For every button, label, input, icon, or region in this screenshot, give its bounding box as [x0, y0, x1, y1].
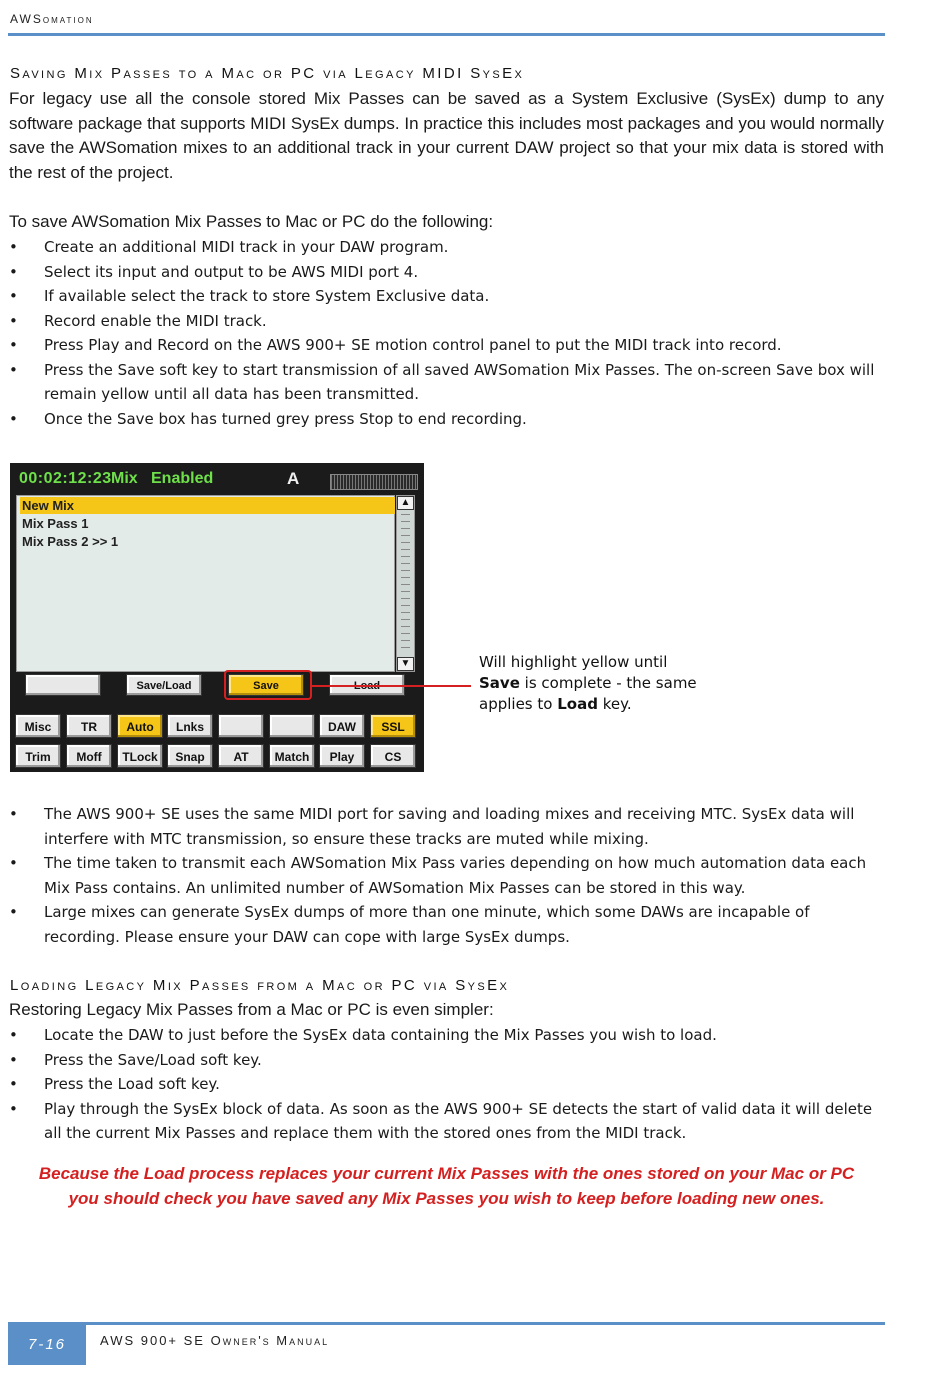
list-item[interactable]: Mix Pass 1 — [22, 516, 89, 531]
scroll-track — [401, 514, 410, 652]
cs-key[interactable]: CS — [370, 744, 416, 768]
snap-key[interactable]: Snap — [167, 744, 213, 768]
blank-softkey[interactable] — [25, 674, 101, 696]
steps-lead: To save AWSomation Mix Passes to Mac or PC do the following: — [9, 212, 494, 231]
section-title-loading: Loading Legacy Mix Passes from a Mac or PC via SysEx — [10, 977, 510, 994]
save-load-softkey[interactable]: Save/Load — [126, 674, 202, 696]
notes-list — [9, 802, 879, 949]
save-steps-list — [9, 235, 879, 431]
list-item: • Once the Save box has turned grey press Stop to end recording. — [9, 407, 879, 432]
status-bar — [19, 469, 411, 491]
lnks-key[interactable]: Lnks — [167, 714, 213, 738]
callout-line-3 — [479, 694, 719, 715]
tr-key[interactable]: TR — [66, 714, 112, 738]
mix-status: Mix Enabled — [111, 470, 214, 487]
callout-line-3-pre: applies to — [479, 695, 558, 713]
moff-key[interactable]: Moff — [66, 744, 112, 768]
header-rule — [8, 33, 885, 36]
at-key[interactable]: AT — [218, 744, 264, 768]
blank-key-1[interactable] — [218, 714, 264, 738]
list-item: • Select its input and output to be AWS MIDI port 4. — [9, 260, 879, 285]
warning-line-1: Because the Load process replaces your current Mix Passes with the ones stored on your Mac or PC — [38, 1164, 855, 1183]
callout-line-2-rest: is complete - the same — [519, 674, 697, 692]
list-item: • The time taken to transmit each AWSomation Mix Pass varies depending on how much automation data each Mix Pass contains. An unlimited number of AWSomation Mix Passes can be stored in this way. — [9, 851, 879, 900]
save-highlight-box — [224, 670, 312, 700]
save-softkey[interactable]: Save — [228, 674, 304, 696]
load-steps-list — [9, 1023, 879, 1146]
tlock-key[interactable]: TLock — [117, 744, 163, 768]
callout-line-1: Will highlight yellow until — [479, 653, 668, 671]
callout-load-word: Load — [557, 695, 598, 713]
list-item[interactable]: Mix Pass 2 >> 1 — [22, 534, 119, 549]
list-item: • Large mixes can generate SysEx dumps of more than one minute, which some DAWs are incapable of recording. Please ensure your DAW can cope with large SysEx dumps. — [9, 900, 879, 949]
ssl-key[interactable]: SSL — [370, 714, 416, 738]
warning-line-2: you should check you have saved any Mix Passes you wish to keep before loading new ones. — [68, 1189, 825, 1208]
section-title-saving: Saving Mix Passes to a Mac or PC via Legacy MIDI SysEx — [10, 65, 525, 82]
list-scrollbar[interactable] — [396, 495, 415, 672]
auto-key[interactable]: Auto — [117, 714, 163, 738]
callout-line-2 — [479, 673, 719, 694]
list-item: • Press Play and Record on the AWS 900+ SE motion control panel to put the MIDI track into record. — [9, 333, 879, 358]
list-item: • Create an additional MIDI track in your DAW program. — [9, 235, 879, 260]
loading-lead: Restoring Legacy Mix Passes from a Mac or PC is even simpler: — [9, 1000, 494, 1019]
list-item: • Record enable the MIDI track. — [9, 309, 879, 334]
callout-line — [312, 685, 471, 687]
callout-save-word: Save — [479, 674, 520, 692]
intro-paragraph: For legacy use all the console stored Mix Passes can be saved as a System Exclusive (SysEx) dump to any software package that supports MIDI SysEx dumps. In practice this includes most packages and you would normally save the AWSomation mixes to an additional track in your current DAW project so that your mix data is stored with the rest of the project. — [9, 89, 884, 182]
list-item: • Locate the DAW to just before the SysEx data containing the Mix Passes you wish to load. — [9, 1023, 879, 1048]
mode-indicator: A — [287, 469, 300, 488]
mix-pass-list — [16, 495, 395, 672]
scroll-down-icon[interactable]: ▼ — [397, 657, 414, 671]
scroll-up-icon[interactable]: ▲ — [397, 496, 414, 510]
list-item: • Press the Load soft key. — [9, 1072, 879, 1097]
running-head: AWSomation — [10, 12, 94, 26]
level-meter — [330, 474, 418, 490]
console-screen — [10, 463, 424, 772]
misc-key[interactable]: Misc — [15, 714, 61, 738]
list-item[interactable]: New Mix — [20, 497, 395, 514]
list-item: • The AWS 900+ SE uses the same MIDI port for saving and loading mixes and receiving MTC. SysEx data will interfere with MTC transmission, so ensure these tracks are muted while mixing. — [9, 802, 879, 851]
list-item: • Press the Save/Load soft key. — [9, 1048, 879, 1073]
daw-key[interactable]: DAW — [319, 714, 365, 738]
timecode-display: 00:02:12:23 — [19, 470, 112, 487]
manual-title: AWS 900+ SE Owner's Manual — [100, 1333, 330, 1348]
match-key[interactable]: Match — [269, 744, 315, 768]
list-item: • Play through the SysEx block of data. As soon as the AWS 900+ SE detects the start of valid data it will delete all the current Mix Passes and replace them with the stored ones from the MIDI track. — [9, 1097, 879, 1146]
trim-key[interactable]: Trim — [15, 744, 61, 768]
blank-key-2[interactable] — [269, 714, 315, 738]
play-key[interactable]: Play — [319, 744, 365, 768]
list-item: • If available select the track to store System Exclusive data. — [9, 284, 879, 309]
list-item: • Press the Save soft key to start transmission of all saved AWSomation Mix Passes. The on-screen Save box will remain yellow until all data has been transmitted. — [9, 358, 879, 407]
footer-rule — [8, 1322, 885, 1325]
page-number: 7-16 — [8, 1322, 86, 1365]
callout-text — [479, 652, 719, 715]
callout-line-3-post: key. — [597, 695, 632, 713]
